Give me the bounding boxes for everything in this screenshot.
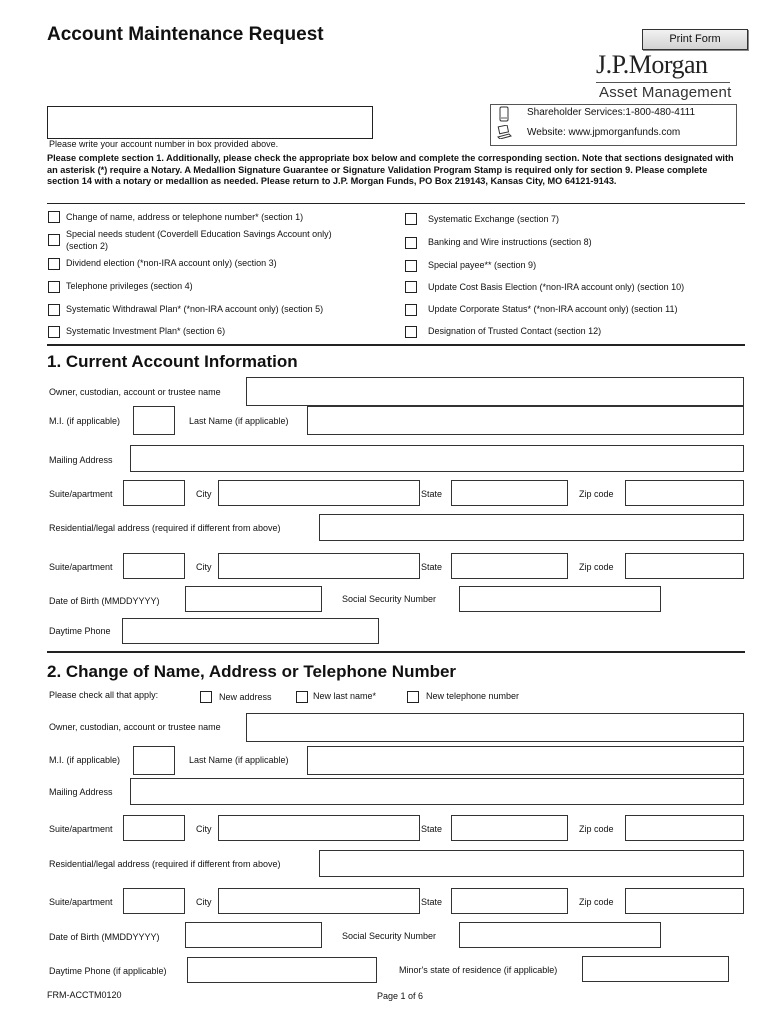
- state-input[interactable]: [451, 815, 568, 841]
- mi-label: M.I. (if applicable): [49, 416, 121, 426]
- dob-input[interactable]: [185, 922, 322, 948]
- section2-title: 2. Change of Name, Address or Telephone Number: [47, 662, 457, 681]
- option-label: Change of name, address or telephone number* (section 1): [66, 212, 304, 222]
- suite-label: Suite/apartment: [49, 489, 113, 499]
- account-hint: Please write your account number in box provided above.: [49, 139, 279, 149]
- city-input[interactable]: [218, 815, 420, 841]
- mi-label: M.I. (if applicable): [49, 755, 121, 765]
- section1-title: 1. Current Account Information: [47, 352, 298, 371]
- dob-input[interactable]: [185, 586, 322, 612]
- mailing-address-input[interactable]: [130, 445, 744, 472]
- checkbox-new-last-name[interactable]: [296, 691, 308, 703]
- zip-label: Zip code: [579, 489, 614, 499]
- checkbox-trusted-contact[interactable]: [405, 326, 417, 338]
- phone-label: Daytime Phone (if applicable): [49, 966, 167, 976]
- mailing-label: Mailing Address: [49, 455, 113, 465]
- daytime-phone-input[interactable]: [122, 618, 379, 644]
- checkbox-corporate[interactable]: [405, 304, 417, 316]
- checkbox-special-needs[interactable]: [48, 234, 60, 246]
- minor-state-label: Minor's state of residence (if applicable): [399, 965, 558, 975]
- city-label: City: [196, 562, 212, 572]
- logo-subtitle: Asset Management: [599, 84, 732, 101]
- zip-label: Zip code: [579, 897, 614, 907]
- instructions: Please complete section 1. Additionally, please check the appropriate box below and complete the corresponding section. Note that sections designated with an asterisk (*) require a Notary. A Medallion Signature Guarantee or Signature Validation Program Stamp is required only for section 9. Please complete section 14 with a notary or medallion as needed. Please return to J.P. Morgan Funds, PO Box 219143, Kansas City, MO 64121-9143.: [47, 153, 734, 186]
- option-label: Banking and Wire instructions (section 8): [428, 237, 592, 247]
- last-name-label: Last Name (if applicable): [189, 755, 289, 765]
- residential-address-input[interactable]: [319, 850, 744, 877]
- check-all-label: Please check all that apply:: [49, 690, 159, 700]
- checkbox-cost-basis[interactable]: [405, 281, 417, 293]
- state-label: State: [421, 562, 443, 572]
- suite-label: Suite/apartment: [49, 562, 113, 572]
- city-label: City: [196, 824, 212, 834]
- phone-label: Daytime Phone: [49, 626, 111, 636]
- state-label: State: [421, 897, 443, 907]
- shareholder-phone: Shareholder Services:1-800-480-4111: [527, 107, 696, 118]
- option-label: (section 2): [66, 241, 109, 251]
- suite-label: Suite/apartment: [49, 897, 113, 907]
- ssn-input[interactable]: [459, 922, 661, 948]
- city-input[interactable]: [218, 553, 420, 579]
- option-label: Telephone privileges (section 4): [66, 281, 193, 291]
- suite-input[interactable]: [123, 480, 185, 506]
- state-label: State: [421, 824, 443, 834]
- logo-divider: [596, 82, 730, 83]
- last-name-input[interactable]: [307, 746, 744, 775]
- option-label: Dividend election (*non-IRA account only) (section 3): [66, 258, 277, 268]
- option-label: Systematic Withdrawal Plan* (*non-IRA account only) (section 5): [66, 304, 324, 314]
- option-label: Designation of Trusted Contact (section 12): [428, 326, 602, 336]
- suite-label: Suite/apartment: [49, 824, 113, 834]
- state-input[interactable]: [451, 553, 568, 579]
- computer-icon: [497, 125, 513, 139]
- checkbox-investment[interactable]: [48, 326, 60, 338]
- mailing-address-input[interactable]: [130, 778, 744, 805]
- website-link[interactable]: Website: www.jpmorganfunds.com: [527, 127, 681, 138]
- residential-address-input[interactable]: [319, 514, 744, 541]
- state-label: State: [421, 489, 443, 499]
- owner-name-input[interactable]: [246, 713, 744, 742]
- state-input[interactable]: [451, 888, 568, 914]
- owner-label: Owner, custodian, account or trustee name: [49, 387, 221, 397]
- divider: [47, 203, 745, 204]
- checkbox-new-address[interactable]: [200, 691, 212, 703]
- section-divider: [47, 651, 745, 653]
- new-address-label: New address: [219, 692, 272, 702]
- residential-label: Residential/legal address (required if different from above): [49, 523, 281, 533]
- zip-input[interactable]: [625, 553, 744, 579]
- page-number: Page 1 of 6: [377, 991, 424, 1001]
- suite-input[interactable]: [123, 815, 185, 841]
- city-label: City: [196, 489, 212, 499]
- zip-input[interactable]: [625, 480, 744, 506]
- minor-state-input[interactable]: [582, 956, 729, 982]
- city-input[interactable]: [218, 888, 420, 914]
- option-label: Special payee** (section 9): [428, 260, 537, 270]
- checkbox-dividend[interactable]: [48, 258, 60, 270]
- dob-label: Date of Birth (MMDDYYYY): [49, 932, 160, 942]
- option-label: Special needs student (Coverdell Education Savings Account only): [66, 229, 332, 239]
- checkbox-banking[interactable]: [405, 237, 417, 249]
- ssn-label: Social Security Number: [342, 594, 437, 604]
- checkbox-withdrawal[interactable]: [48, 304, 60, 316]
- mi-input[interactable]: [133, 746, 175, 775]
- checkbox-new-phone[interactable]: [407, 691, 419, 703]
- zip-input[interactable]: [625, 888, 744, 914]
- form-id: FRM-ACCTM0120: [47, 990, 122, 1000]
- checkbox-payee[interactable]: [405, 260, 417, 272]
- mi-input[interactable]: [133, 406, 175, 435]
- checkbox-change-name[interactable]: [48, 211, 60, 223]
- zip-label: Zip code: [579, 562, 614, 572]
- new-last-name-label: New last name*: [313, 691, 377, 701]
- suite-input[interactable]: [123, 888, 185, 914]
- ssn-label: Social Security Number: [342, 931, 437, 941]
- dob-label: Date of Birth (MMDDYYYY): [49, 596, 160, 606]
- checkbox-telephone[interactable]: [48, 281, 60, 293]
- ssn-input[interactable]: [459, 586, 661, 612]
- phone-icon: [498, 106, 510, 122]
- state-input[interactable]: [451, 480, 568, 506]
- jpmorgan-logo: J.P.Morgan: [596, 50, 708, 79]
- owner-name-input[interactable]: [246, 377, 744, 406]
- city-label: City: [196, 897, 212, 907]
- mailing-label: Mailing Address: [49, 787, 113, 797]
- print-form-button[interactable]: Print Form: [642, 29, 748, 50]
- last-name-label: Last Name (if applicable): [189, 416, 289, 426]
- option-label: Systematic Exchange (section 7): [428, 214, 560, 224]
- option-label: Update Corporate Status* (*non-IRA account only) (section 11): [428, 304, 678, 314]
- zip-input[interactable]: [625, 815, 744, 841]
- page-title: Account Maintenance Request: [47, 24, 324, 45]
- last-name-input[interactable]: [307, 406, 744, 435]
- suite-input[interactable]: [123, 553, 185, 579]
- new-phone-label: New telephone number: [426, 691, 520, 701]
- section-divider: [47, 344, 745, 346]
- residential-label: Residential/legal address (required if different from above): [49, 859, 281, 869]
- option-label: Update Cost Basis Election (*non-IRA account only) (section 10): [428, 282, 685, 292]
- option-label: Systematic Investment Plan* (section 6): [66, 326, 226, 336]
- owner-label: Owner, custodian, account or trustee name: [49, 722, 221, 732]
- zip-label: Zip code: [579, 824, 614, 834]
- daytime-phone-input[interactable]: [187, 957, 377, 983]
- city-input[interactable]: [218, 480, 420, 506]
- account-number-input[interactable]: [47, 106, 373, 139]
- checkbox-exchange[interactable]: [405, 213, 417, 225]
